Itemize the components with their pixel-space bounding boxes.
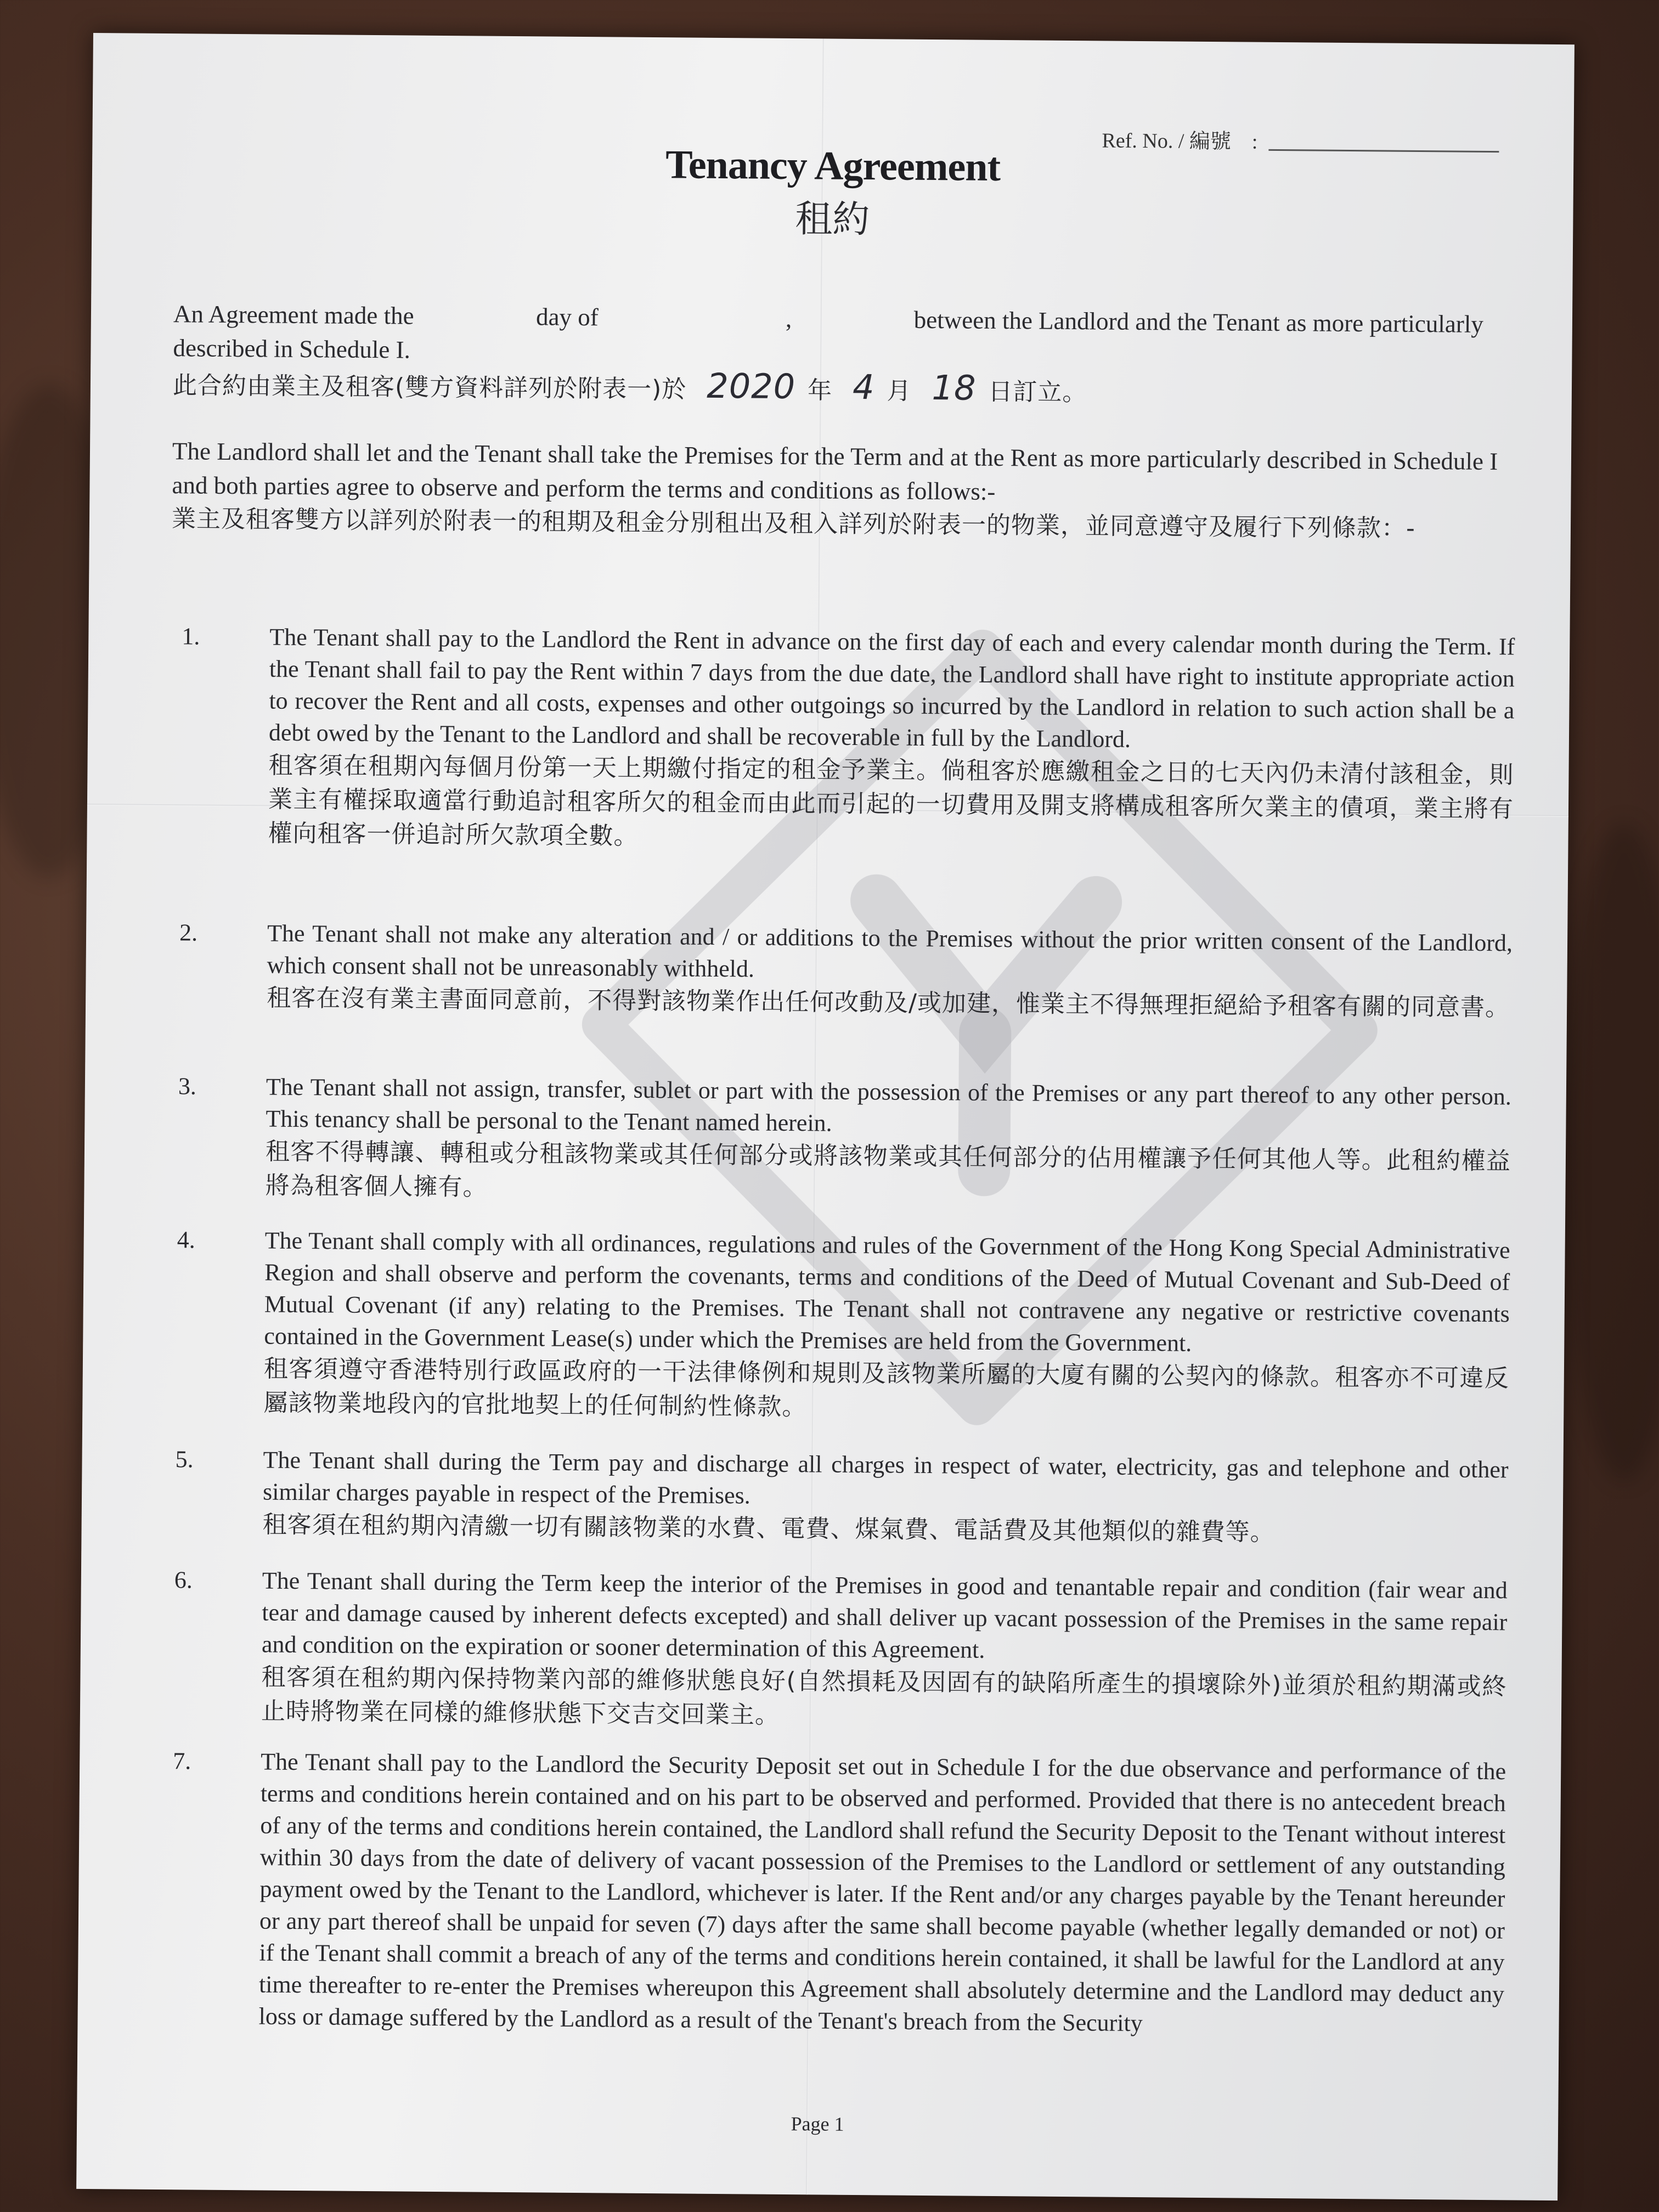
preamble-chinese: 業主及租客雙方以詳列於附表一的租期及租金分別租出及租入詳列於附表一的物業，並同意遵守及履行下列條款：-: [171, 505, 1416, 543]
clause-text-english: The Tenant shall not make any alteration and / or additions to the Premises without the prior written consent of the Landlord, which consent shall not be unreasonably withheld.: [267, 919, 1513, 983]
page-title-chinese: 租約: [795, 198, 870, 242]
intro-text: ,: [785, 304, 792, 333]
clause-number: 4.: [177, 1226, 195, 1254]
intro-text-zh: 日訂立。: [988, 377, 1087, 407]
clause-text-chinese: 租客須遵守香港特別行政區政府的一干法律條例和規則及該物業所屬的大廈有關的公契內的條款。租客亦不可違反屬該物業地段內的官批地契上的任何制約性條款。: [263, 1355, 1510, 1421]
clause-text-english: The Tenant shall pay to the Landlord the Rent in advance on the first day of each and every calendar month during the Term. If the Tenant shall fail to pay the Rent within 7 days from the due date, the Landlord shall have right to institute appropriate action to recover the Rent and all costs, expenses and other outgoings so incurred by the Landlord in relation to such action shall be a debt owed by the Tenant to the Landlord and shall be recoverable in full by the Landlord.: [268, 623, 1515, 753]
clause-text-english: The Tenant shall during the Term keep the interior of the Premises in good and tenantable repair and condition (fair wear and tear and damage caused by inherent defects excepted) and shall deliver up vacant possession of the Premises in the same repair and condition on the expiration or sooner determination of this Agreement.: [261, 1567, 1508, 1663]
intro-text-zh: 年: [807, 376, 833, 405]
handwritten-month: 4: [852, 366, 875, 408]
clause-text-english: The Tenant shall comply with all ordinances, regulations and rules of the Government of the Hong Kong Special Administrative Region and shall observe and perform the covenants, terms and conditions of the Deed of Mutual Covenant and Sub-Deed of Mutual Covenant (if any) relating to the Premises. The Tenant shall not contravene any negative or restrictive covenants contained in the Government Lease(s) under which the Premises are held from the Government.: [264, 1227, 1510, 1357]
clause-3: [177, 1070, 1511, 1212]
clause-text-chinese: 租客在沒有業主書面同意前，不得對該物業作出任何改動及/或加建，惟業主不得無理拒絕給予租客有關的同意書。: [266, 984, 1510, 1022]
clause-text-chinese: 租客須在租約期內保持物業內部的維修狀態良好(自然損耗及因固有的缺陷所產生的損壞除外)並須於租約期滿或終止時將物業在同樣的維修狀態下交吉交回業主。: [261, 1663, 1507, 1729]
day-blank: [420, 324, 530, 325]
page-number: Page 1: [791, 2113, 844, 2135]
intro-english: [173, 297, 1501, 375]
intro-text: An Agreement made the: [173, 300, 414, 330]
clause-number: 1.: [182, 623, 200, 650]
clause-number: 3.: [178, 1073, 197, 1100]
clause-7: [171, 1745, 1506, 2042]
intro-text: between the Landlord and the Tenant as more particularly described in Schedule I.: [173, 306, 1484, 364]
preamble-english: The Landlord shall let and the Tenant shall take the Premises for the Term and at the Rent as more particularly described in Schedule I and both parties agree to observe and perform the terms and conditions as follows:-: [172, 437, 1498, 505]
clause-text-chinese: 租客須在租期內每個月份第一天上期繳付指定的租金予業主。倘租客於應繳租金之日的七天內仍未清付該租金，則業主有權採取適當行動追討租客所欠的租金而由此而引起的一切費用及開支將構成租客所欠業主的債項，業主將有權向租客一併追討所欠款項全數。: [268, 751, 1514, 850]
clause-text-english: The Tenant shall pay to the Landlord the Security Deposit set out in Schedule I for the due observance and performance of the terms and conditions herein contained and on his part to be observed and performed. Provided that there is no antecedent breach of any of the terms and conditions herein contained, the Landlord shall refund the Security Deposit to the Tenant without interest within 30 days from the date of delivery of vacant possession of the Premises to the Landlord or settlement of any outstanding payment owed by the Tenant to the Landlord, whichever is later. If the Rent and/or any charges payable by the Tenant hereunder or any part thereof shall be unpaid for seven (7) days after the same shall become payable (whether legally demanded or not) or if the Tenant shall commit a breach of any of the terms and conditions herein contained, it shall be lawful for the Landlord at any time thereafter to re-enter the Premises whereupon this Agreement shall absolutely determine and the Landlord may deduct any loss or damage suffered by the Landlord as a result of the Tenant's breach from the Security: [258, 1748, 1506, 2037]
tenancy-agreement-page: [76, 33, 1575, 2200]
agreement-intro: [173, 297, 1501, 413]
handwritten-day: 18: [932, 368, 977, 408]
background-crease: [1564, 823, 1659, 1481]
clause-text-english: The Tenant shall not assign, transfer, sublet or part with the possession of the Premises or any part thereof to any other person. This tenancy shall be personal to the Tenant named herein.: [266, 1073, 1512, 1137]
month-blank: [605, 325, 786, 327]
clause-5: [174, 1443, 1508, 1551]
preamble: [172, 434, 1500, 546]
clause-4: [176, 1224, 1510, 1430]
clause-text-chinese: 租客不得轉讓、轉租或分租該物業或其任何部分或將該物業或其任何部分的佔用權讓予任何其他人等。此租約權益將為租客個人擁有。: [265, 1137, 1511, 1201]
intro-text-zh: 此合約由業主及租客(雙方資料詳列於附表一)於: [172, 371, 687, 404]
handwritten-year: 2020: [707, 365, 796, 407]
clause-number: 6.: [174, 1566, 193, 1594]
clause-2: [179, 917, 1513, 1025]
clause-1: [180, 620, 1515, 860]
clause-number: 2.: [179, 919, 198, 946]
year-blank: [798, 327, 907, 328]
ref-label: Ref. No. / 編號 :: [1102, 129, 1258, 154]
intro-text-zh: 月: [887, 377, 912, 405]
clause-text-english: The Tenant shall during the Term pay and discharge all charges in respect of water, electricity, gas and telephone and other similar charges payable in respect of the Premises.: [262, 1446, 1509, 1509]
page-title: Tenancy Agreement: [665, 142, 1001, 190]
intro-text: day of: [535, 303, 599, 331]
clause-text-chinese: 租客須在租約期內清繳一切有關該物業的水費、電費、煤氣費、電話費及其他類似的雜費等。: [262, 1510, 1275, 1547]
clause-number: 7.: [173, 1747, 191, 1775]
clause-6: [173, 1564, 1508, 1738]
clause-number: 5.: [175, 1446, 194, 1473]
